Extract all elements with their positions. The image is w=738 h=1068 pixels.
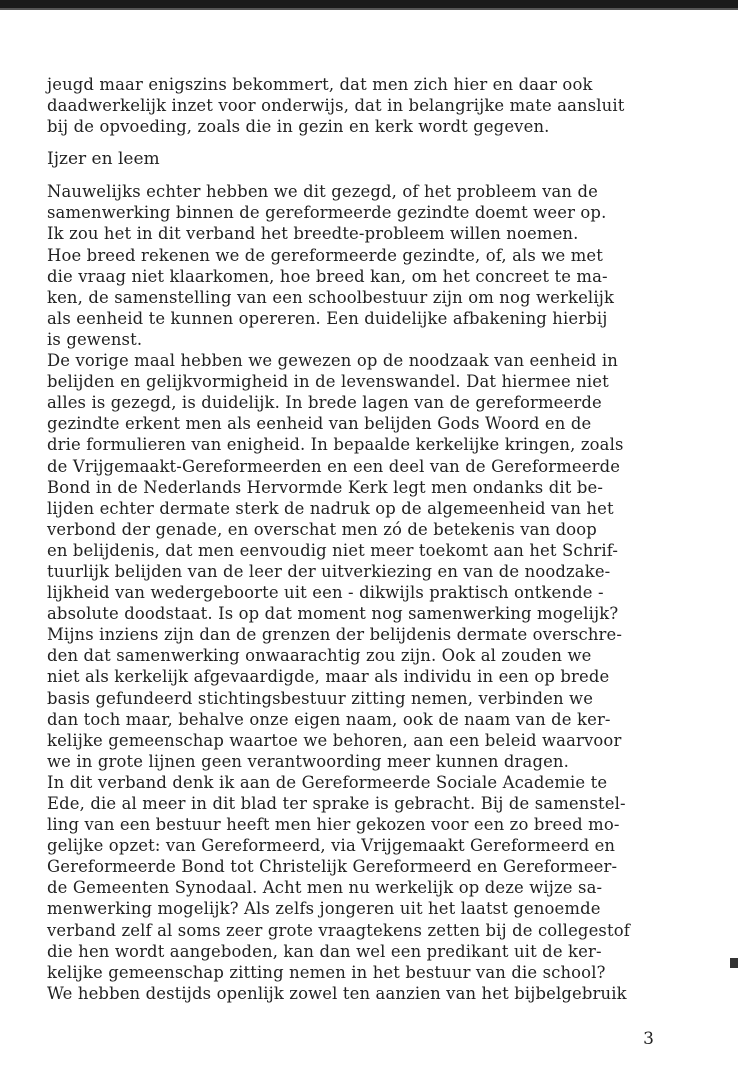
body-text xyxy=(47,181,687,1004)
text-line: daadwerkelijk inzet voor onderwijs, dat in belangrijke mate aansluit xyxy=(47,96,625,116)
text-line: Mijns inziens zijn dan de grenzen der belijdenis dermate overschre- xyxy=(47,625,623,645)
text-line: lijkheid van wedergeboorte uit een - dikwijls praktisch ontkende - xyxy=(47,583,604,603)
text-line: Ik zou het in dit verband het breedte-probleem willen noemen. xyxy=(47,224,579,244)
text-line: Hoe breed rekenen we de gereformeerde gezindte, of, als we met xyxy=(47,245,604,265)
text-line: Gereformeerde Bond tot Christelijk Gereformeerd en Gereformeer- xyxy=(47,857,618,877)
text-line: die vraag niet klaarkomen, hoe breed kan, om het concreet te ma- xyxy=(47,266,608,286)
text-line: die hen wordt aangeboden, kan dan wel een predikant uit de ker- xyxy=(47,941,602,961)
page-text xyxy=(47,74,687,1004)
text-line: kelijke gemeenschap waartoe we behoren, aan een beleid waarvoor xyxy=(47,730,622,750)
text-line: samenwerking binnen de gereformeerde gezindte doemt weer op. xyxy=(47,203,607,223)
text-line: Ede, die al meer in dit blad ter sprake is gebracht. Bij de samenstel- xyxy=(47,794,626,813)
text-line: In dit verband denk ik aan de Gereformeerde Sociale Academie te xyxy=(47,772,608,792)
page-number: 3 xyxy=(643,1029,654,1049)
text-line: alles is gezegd, is duidelijk. In brede lagen van de gereformeerde xyxy=(47,393,602,413)
text-line: de Vrijgemaakt-Gereformeerden en een deel van de Gereformeerde xyxy=(47,456,621,476)
text-line: kelijke gemeenschap zitting nemen in het bestuur van die school? xyxy=(47,962,606,982)
text-line: tuurlijk belijden van de leer der uitverkiezing en van de noodzake- xyxy=(47,561,611,581)
text-line: drie formulieren van enigheid. In bepaalde kerkelijke kringen, zoals xyxy=(47,435,624,455)
text-line: Bond in de Nederlands Hervormde Kerk legt men ondanks dit be- xyxy=(47,477,604,497)
text-line: Nauwelijks echter hebben we dit gezegd, of het probleem van de xyxy=(47,182,598,202)
text-line: bij de opvoeding, zoals die in gezin en kerk wordt gegeven. xyxy=(47,117,550,137)
text-line: belijden en gelijkvormigheid in de levenswandel. Dat hiermee niet xyxy=(47,372,609,392)
text-line: lijden echter dermate sterk de nadruk op de algemeenheid van het xyxy=(47,498,614,518)
text-line: ken, de samenstelling van een schoolbestuur zijn om nog werkelijk xyxy=(47,287,615,307)
text-line: ling van een bestuur heeft men hier gekozen voor een zo breed mo- xyxy=(47,815,620,835)
text-line: gezindte erkent men als eenheid van belijden Gods Woord en de xyxy=(47,414,592,434)
text-line: verband zelf al soms zeer grote vraagtekens zetten bij de collegestof xyxy=(47,920,630,940)
text-line: De vorige maal hebben we gewezen op de noodzaak van eenheid in xyxy=(47,351,618,371)
text-line: als eenheid te kunnen opereren. Een duidelijke afbakening hierbij xyxy=(47,308,608,328)
text-line: We hebben destijds openlijk zowel ten aanzien van het bijbelgebruik xyxy=(47,983,627,1003)
text-line: basis gefundeerd stichtingsbestuur zitting nemen, verbinden we xyxy=(47,688,594,708)
section-heading: Ijzer en leem xyxy=(47,149,160,170)
text-line: verbond der genade, en overschat men zó de betekenis van doop xyxy=(47,519,597,539)
margin-mark xyxy=(730,958,738,968)
text-line: gelijke opzet: van Gereformeerd, via Vrijgemaakt Gereformeerd en xyxy=(47,836,616,856)
text-line: jeugd maar enigszins bekommert, dat men zich hier en daar ook xyxy=(47,75,593,94)
text-line: de Gemeenten Synodaal. Acht men nu werkelijk op deze wijze sa- xyxy=(47,878,603,898)
text-line: is gewenst. xyxy=(47,329,143,349)
text-line: absolute doodstaat. Is op dat moment nog samenwerking mogelijk? xyxy=(47,604,619,624)
text-line: menwerking mogelijk? Als zelfs jongeren uit het laatst genoemde xyxy=(47,899,601,919)
text-line: we in grote lijnen geen verantwoording meer kunnen dragen. xyxy=(47,751,570,771)
top-scan-border xyxy=(0,0,738,12)
text-line: en belijdenis, dat men eenvoudig niet meer toekomt aan het Schrif- xyxy=(47,540,619,560)
intro-paragraph xyxy=(47,74,687,137)
text-line: dan toch maar, behalve onze eigen naam, ook de naam van de ker- xyxy=(47,709,611,729)
text-line: niet als kerkelijk afgevaardigde, maar als individu in een op brede xyxy=(47,667,610,687)
text-line: den dat samenwerking onwaarachtig zou zijn. Ook al zouden we xyxy=(47,646,592,666)
